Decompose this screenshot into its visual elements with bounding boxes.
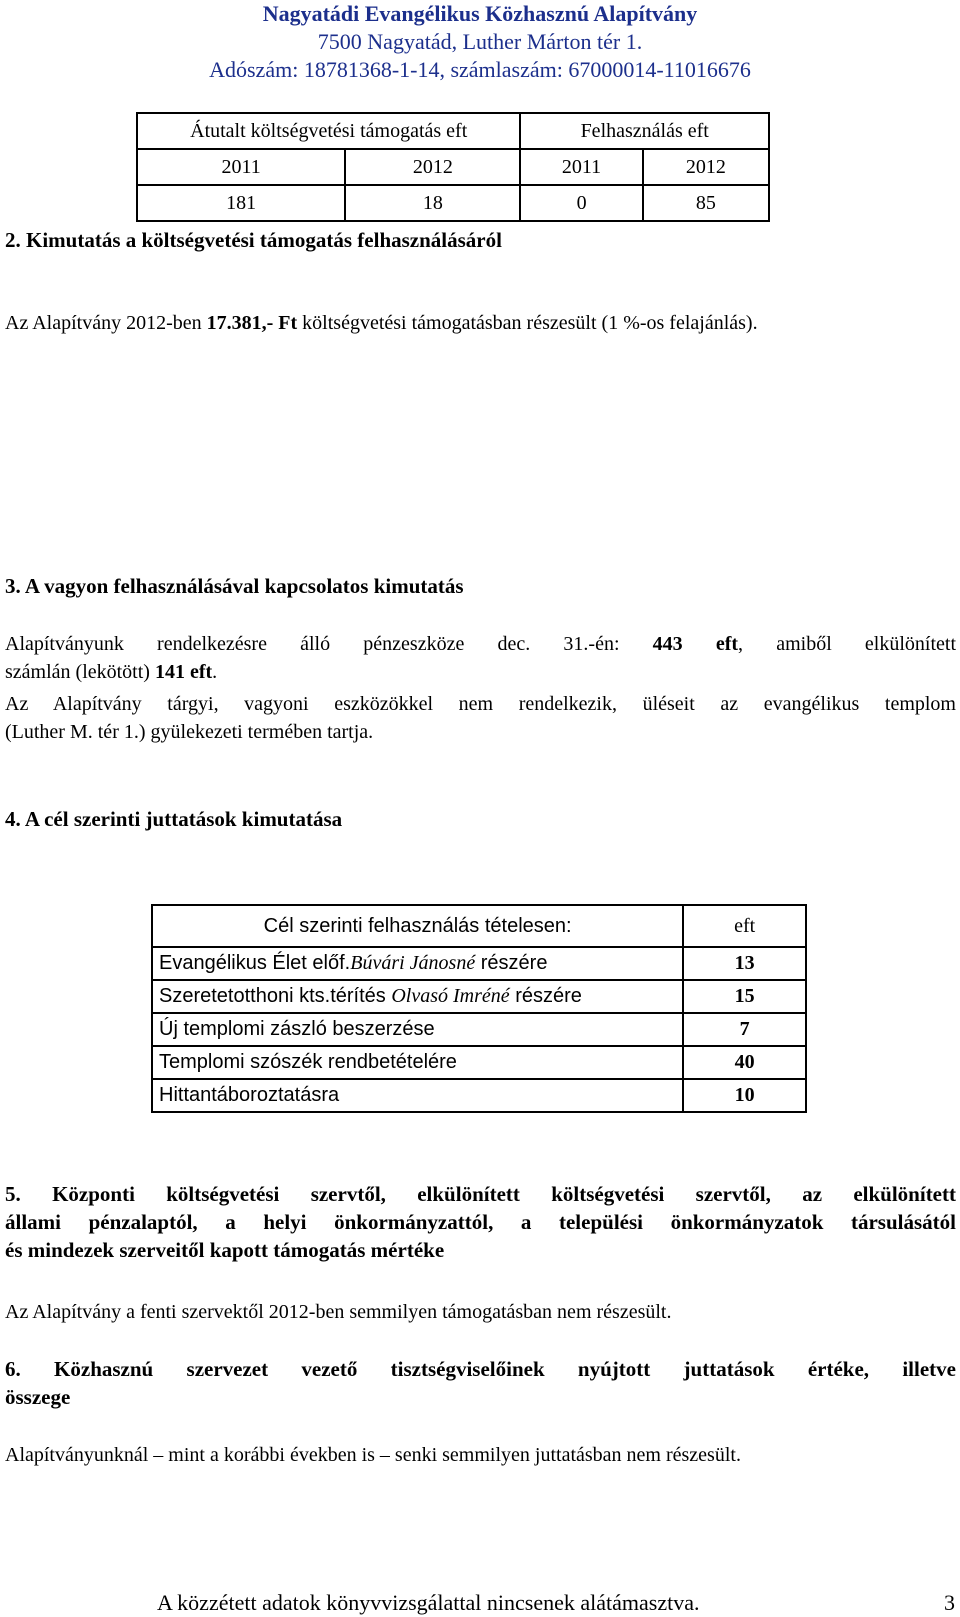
section-5-title [5, 1180, 956, 1264]
letterhead [0, 0, 960, 84]
table-row [152, 1079, 806, 1112]
section-4-title: 4. A cél szerinti juttatások kimutatása [5, 807, 343, 831]
locked-amount: 141 eft [154, 661, 213, 683]
text: , amiből elkülönített [738, 633, 957, 655]
text: Alapítványunk rendelkezésre álló pénzeszköze dec. 31.-én: [5, 633, 653, 655]
footer-note: A közzétett adatok könyvvizsgálattal nincsenek alátámasztva. [157, 1590, 700, 1615]
org-name: Nagyatádi Evangélikus Közhasznú Alapítvány [262, 1, 698, 26]
value-cell: 18 [345, 185, 520, 221]
text: Evangélikus Élet előf. [159, 952, 351, 974]
year-cell: 2012 [345, 149, 520, 185]
table-row [137, 149, 769, 185]
text: részére [509, 985, 582, 1007]
table-row [152, 1046, 806, 1079]
title-line: 5. Központi költségvetési szervtől, elkülönített költségvetési szervtől, az elkülönített [5, 1182, 956, 1206]
table-row [152, 980, 806, 1013]
paragraph-line: Az Alapítvány tárgyi, vagyoni eszközökkel nem rendelkezik, üléseit az evangélikus templom [5, 693, 956, 715]
section-6-title [5, 1355, 956, 1411]
title-line: összege [5, 1385, 71, 1409]
row-desc [152, 980, 683, 1013]
row-amount: 7 [683, 1013, 806, 1046]
cash-amount: 443 eft [652, 633, 739, 655]
value-cell: 181 [137, 185, 345, 221]
recipient-name: Búvári Jánosné [350, 952, 476, 974]
year-cell: 2011 [520, 149, 642, 185]
header-amount: eft [683, 905, 806, 947]
text: . [212, 661, 218, 683]
text: Szeretetotthoni kts.térítés [159, 985, 392, 1007]
section-3-title: 3. A vagyon felhasználásával kapcsolatos kimutatás [5, 574, 464, 598]
table-row [152, 947, 806, 980]
row-desc: Hittantáboroztatásra [152, 1079, 683, 1112]
year-cell: 2011 [137, 149, 345, 185]
row-desc [152, 947, 683, 980]
paragraph-line: (Luther M. tér 1.) gyülekezeti termében tartja. [5, 721, 374, 743]
header-usage: Felhasználás eft [520, 113, 769, 149]
row-amount: 10 [683, 1079, 806, 1112]
table-row [137, 185, 769, 221]
title-line: és mindezek szerveitől kapott támogatás mértéke [5, 1238, 445, 1262]
section-3-paragraph-2 [5, 690, 956, 746]
org-tax-info: Adószám: 18781368-1-14, számlaszám: 67000014-11016676 [209, 57, 751, 82]
recipient-name: Olvasó Imréné [391, 985, 510, 1007]
intro-amount: 17.381,- Ft [206, 312, 298, 334]
header-desc: Cél szerinti felhasználás tételesen: [152, 905, 683, 947]
intro-text: Az Alapítvány 2012-ben [5, 312, 207, 334]
text: számlán (lekötött) [5, 661, 155, 683]
table-header-row [137, 113, 769, 149]
paragraph-line [5, 658, 956, 686]
section-2-intro [5, 309, 758, 337]
org-address: 7500 Nagyatád, Luther Márton tér 1. [317, 29, 643, 54]
support-table [136, 112, 770, 222]
row-desc: Új templomi zászló beszerzése [152, 1013, 683, 1046]
section-3-paragraph-1 [5, 630, 956, 686]
row-desc: Templomi szószék rendbetételére [152, 1046, 683, 1079]
row-amount: 13 [683, 947, 806, 980]
title-line: 6. Közhasznú szervezet vezető tisztségviselőinek nyújtott juttatások értéke, illetve [5, 1357, 956, 1381]
title-line: állami pénzalaptól, a helyi önkormányzattól, a települési önkormányzatok társulásától [5, 1210, 956, 1234]
row-amount: 40 [683, 1046, 806, 1079]
value-cell: 0 [520, 185, 642, 221]
paragraph-line [5, 630, 956, 658]
table-header-row [152, 905, 806, 947]
section-2-title: 2. Kimutatás a költségvetési támogatás felhasználásáról [5, 228, 502, 252]
value-cell: 85 [643, 185, 769, 221]
row-amount: 15 [683, 980, 806, 1013]
intro-text-end: költségvetési támogatásban részesült (1 %-os felajánlás). [297, 312, 758, 334]
header-transferred: Átutalt költségvetési támogatás eft [137, 113, 520, 149]
section-6-text: Alapítványunknál – mint a korábbi években is – senki semmilyen juttatásban nem részesült. [5, 1444, 741, 1466]
table-row [152, 1013, 806, 1046]
page-number: 3 [944, 1590, 955, 1615]
allocation-table [151, 904, 807, 1113]
year-cell: 2012 [643, 149, 769, 185]
section-5-text: Az Alapítvány a fenti szervektől 2012-ben semmilyen támogatásban nem részesült. [5, 1301, 672, 1323]
text: részére [475, 952, 548, 974]
